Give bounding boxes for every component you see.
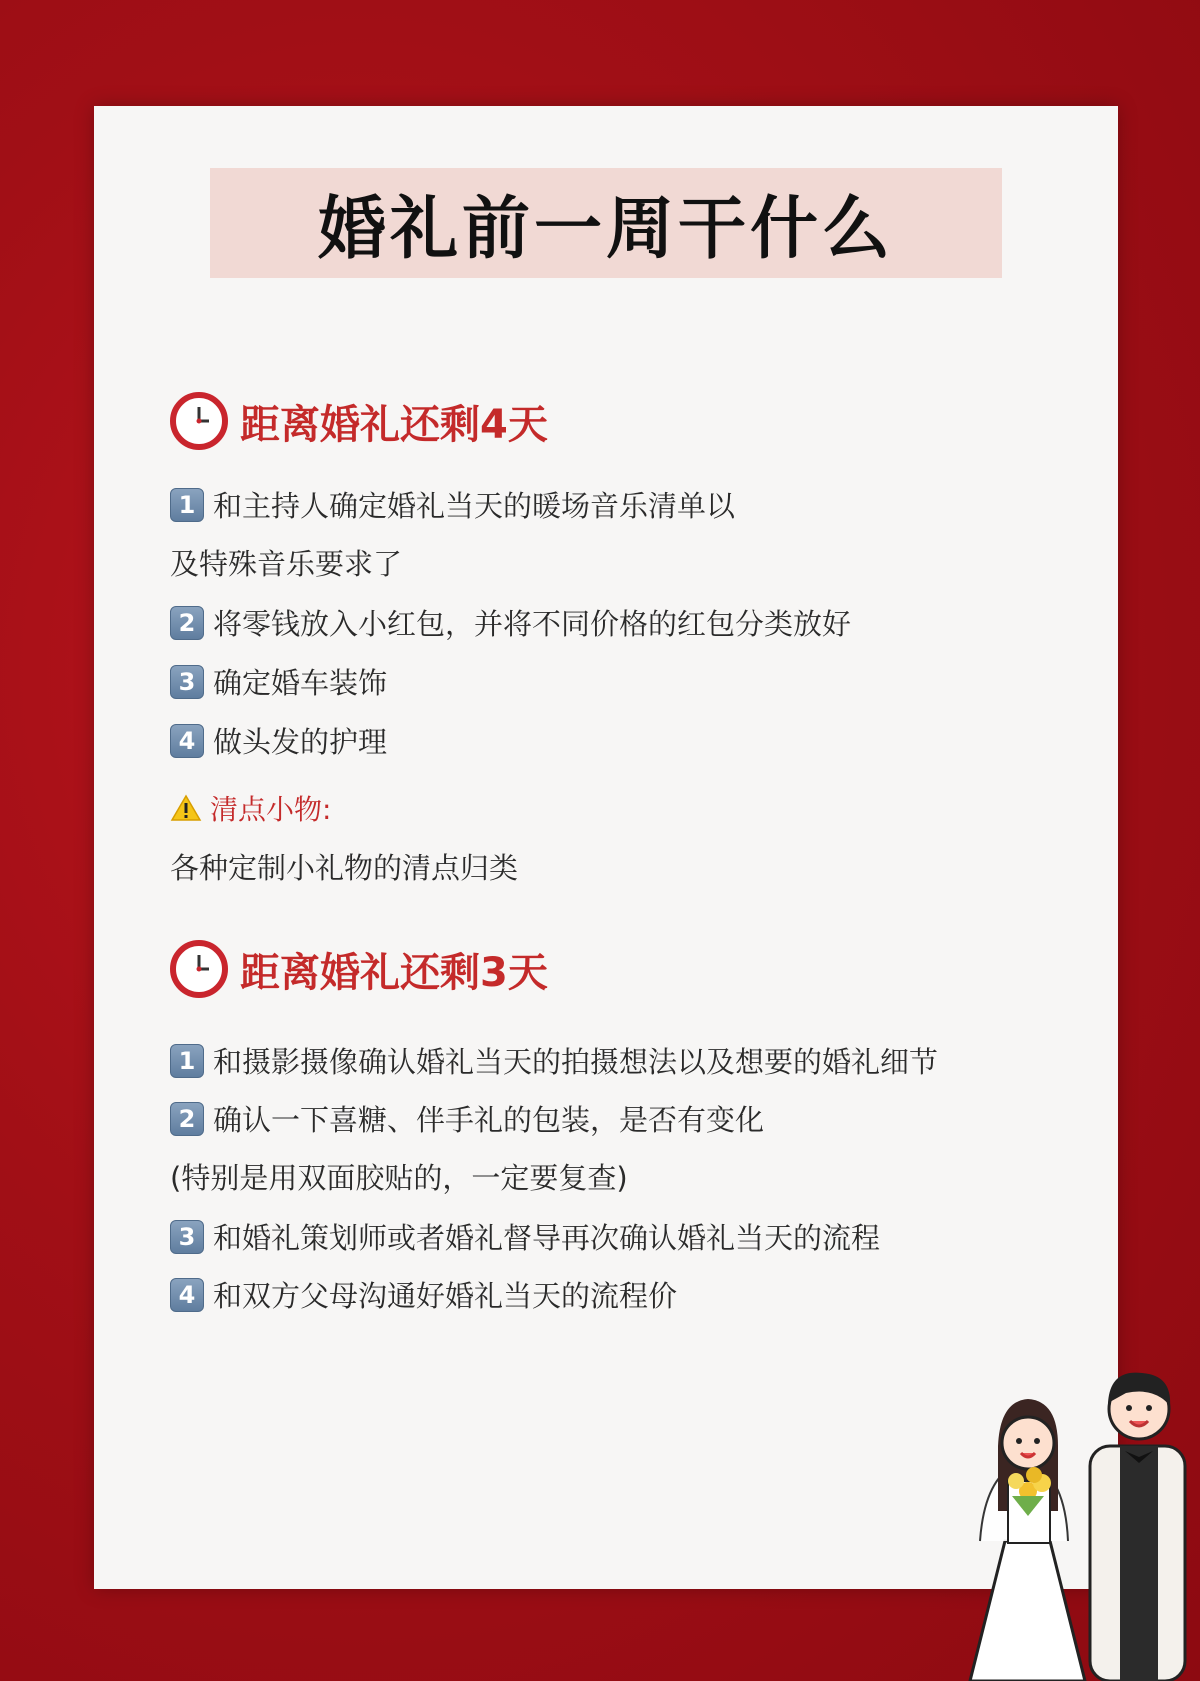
list-item-text: 和摄影摄像确认婚礼当天的拍摄想法以及想要的婚礼细节 [213,1045,939,1079]
list-item [170,484,735,525]
list-item [170,1216,880,1257]
number-badge: 2 [170,606,204,640]
list-item [170,661,387,702]
alarm-clock-icon [170,940,228,998]
list-item [170,1098,764,1139]
number-badge: 1 [170,488,204,522]
list-item-text: 和主持人确定婚礼当天的暖场音乐清单以 [213,489,736,523]
number-badge: 1 [170,1044,204,1078]
note-text: 各种定制小礼物的清点归类 [170,851,519,885]
title-banner [210,168,1002,278]
section-heading-text: 距离婚礼还剩3天 [240,949,548,996]
section-heading-text: 距离婚礼还剩4天 [240,401,548,448]
note-label: 清点小物: [210,793,332,826]
list-item [170,602,851,643]
list-item-text: 做头发的护理 [213,725,388,759]
list-item [170,1040,938,1081]
section-heading-4-days [170,392,548,450]
list-item-text: 和婚礼策划师或者婚礼督导再次确认婚礼当天的流程 [213,1221,881,1255]
number-badge: 4 [170,1278,204,1312]
list-item-text: 确定婚车装饰 [213,666,388,700]
list-item-text: 和双方父母沟通好婚礼当天的流程价 [213,1279,678,1313]
page-title: 婚礼前一周干什么 [317,188,894,269]
alarm-clock-icon [170,392,228,450]
list-item-text: 将零钱放入小红包，并将不同价格的红包分类放好 [213,607,852,641]
list-item [170,1274,677,1315]
number-badge: 3 [170,1220,204,1254]
bride-groom-illustration [950,1351,1200,1681]
list-item [170,720,387,761]
note-heading [170,788,331,828]
list-item-continuation: (特别是用双面胶贴的，一定要复查) [170,1161,628,1195]
section-heading-3-days [170,940,548,998]
number-badge: 3 [170,665,204,699]
warning-icon [170,794,202,822]
list-item-text: 确认一下喜糖、伴手礼的包装，是否有变化 [213,1103,765,1137]
list-item-continuation: 及特殊音乐要求了 [170,547,403,581]
number-badge: 2 [170,1102,204,1136]
number-badge: 4 [170,724,204,758]
